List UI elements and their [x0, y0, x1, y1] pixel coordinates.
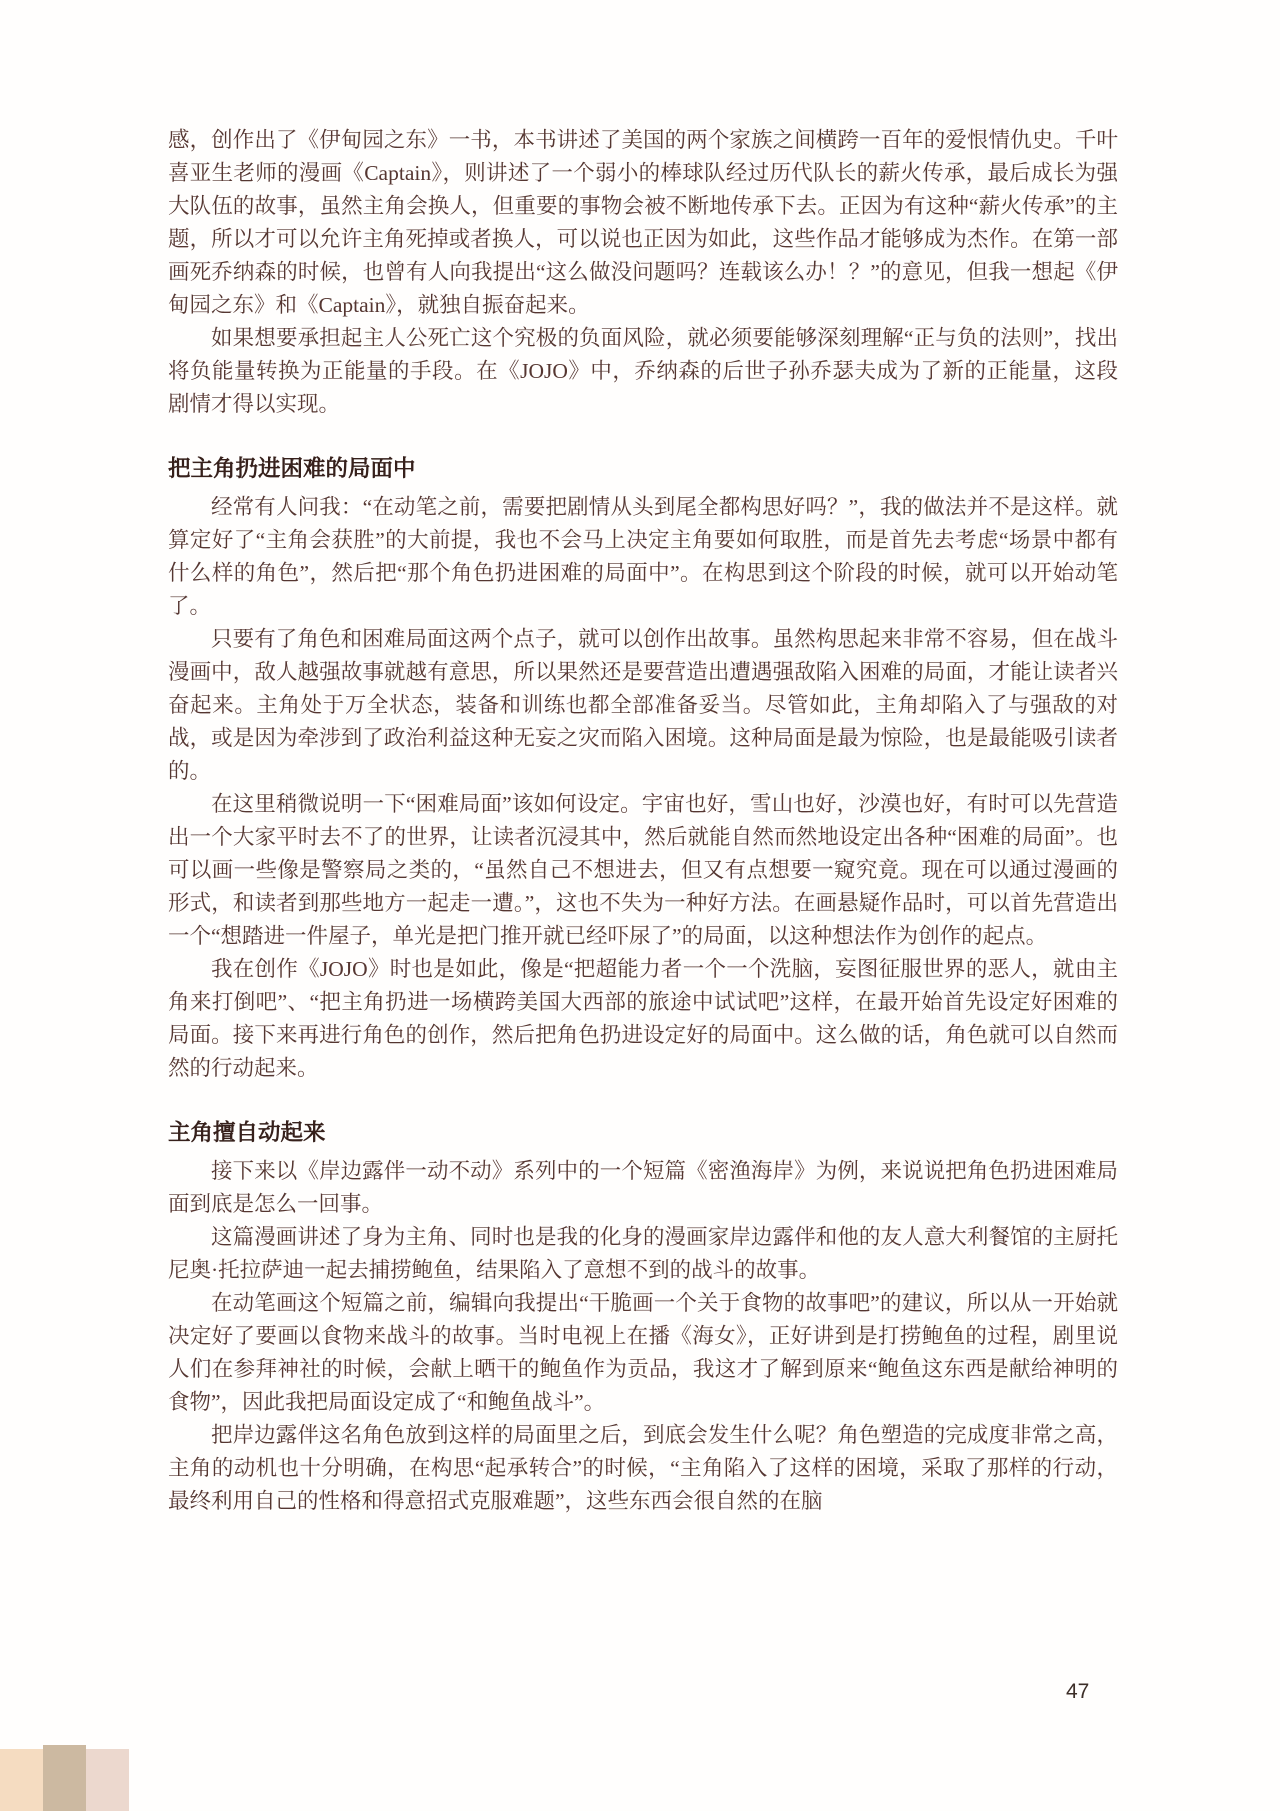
section-heading-throw-protagonist-into-trouble: 把主角扔进困难的局面中	[168, 456, 416, 481]
body-paragraph: 经常有人问我：“在动笔之前，需要把剧情从头到尾全都构思好吗？”，我的做法并不是这样。就算定好了“主角会获胜”的大前提，我也不会马上决定主角要如何取胜，而是首先去考虑“场景中都有什么样的角色”，然后把“那个角色扔进困难的局面中”。在构思到这个阶段的时候，就可以开始动笔了。	[168, 495, 1118, 618]
page-number: 47	[1066, 1680, 1090, 1703]
color-swatch	[86, 1749, 129, 1811]
body-paragraph: 在这里稍微说明一下“困难局面”该如何设定。宇宙也好，雪山也好，沙漠也好，有时可以先营造出一个大家平时去不了的世界，让读者沉浸其中，然后就能自然而然地设定出各种“困难的局面”。也可以画一些像是警察局之类的，“虽然自己不想进去，但又有点想要一窥究竟。现在可以通过漫画的形式，和读者到那些地方一起走一遭。”，这也不失为一种好方法。在画悬疑作品时，可以首先营造出一个“想踏进一件屋子，单光是把门推开就已经吓尿了”的局面，以这种想法作为创作的起点。	[168, 792, 1118, 948]
body-paragraph: 只要有了角色和困难局面这两个点子，就可以创作出故事。虽然构思起来非常不容易，但在战斗漫画中，敌人越强故事就越有意思，所以果然还是要营造出遭遇强敌陷入困难的局面，才能让读者兴奋起来。主角处于万全状态，装备和训练也都全部准备妥当。尽管如此，主角却陷入了与强敌的对战，或是因为牵涉到了政治利益这种无妄之灾而陷入困境。这种局面是最为惊险，也是最能吸引读者的。	[168, 627, 1118, 783]
color-swatch	[0, 1749, 43, 1811]
section-heading-protagonist-moves-on-its-own: 主角擅自动起来	[168, 1120, 326, 1145]
body-paragraph: 把岸边露伴这名角色放到这样的局面里之后，到底会发生什么呢？角色塑造的完成度非常之高，主角的动机也十分明确，在构思“起承转合”的时候，“主角陷入了这样的困境，采取了那样的行动，最终利用自己的性格和得意招式克服难题”，这些东西会很自然的在脑	[168, 1423, 1118, 1513]
body-paragraph: 在动笔画这个短篇之前，编辑向我提出“干脆画一个关于食物的故事吧”的建议，所以从一开始就决定好了要画以食物来战斗的故事。当时电视上在播《海女》，正好讲到是打捞鲍鱼的过程，剧里说人们在参拜神社的时候，会献上晒干的鲍鱼作为贡品，我这才了解到原来“鲍鱼这东西是献给神明的食物”，因此我把局面设定成了“和鲍鱼战斗”。	[168, 1291, 1118, 1414]
body-paragraph: 这篇漫画讲述了身为主角、同时也是我的化身的漫画家岸边露伴和他的友人意大利餐馆的主厨托尼奥·托拉萨迪一起去捕捞鲍鱼，结果陷入了意想不到的战斗的故事。	[168, 1225, 1118, 1282]
color-swatch	[43, 1745, 86, 1811]
body-paragraph: 如果想要承担起主人公死亡这个究极的负面风险，就必须要能够深刻理解“正与负的法则”，找出将负能量转换为正能量的手段。在《JOJO》中，乔纳森的后世子孙乔瑟夫成为了新的正能量，这段剧情才得以实现。	[168, 326, 1118, 416]
page-text-column	[168, 124, 1118, 1518]
body-paragraph: 接下来以《岸边露伴一动不动》系列中的一个短篇《密渔海岸》为例，来说说把角色扔进困难局面到底是怎么一回事。	[168, 1159, 1118, 1216]
body-paragraph: 感，创作出了《伊甸园之东》一书，本书讲述了美国的两个家族之间横跨一百年的爱恨情仇史。千叶喜亚生老师的漫画《Captain》，则讲述了一个弱小的棒球队经过历代队长的薪火传承，最后成长为强大队伍的故事，虽然主角会换人，但重要的事物会被不断地传承下去。正因为有这种“薪火传承”的主题，所以才可以允许主角死掉或者换人，可以说也正因为如此，这些作品才能够成为杰作。在第一部画死乔纳森的时候，也曾有人向我提出“这么做没问题吗？连载该么办！？”的意见，但我一想起《伊甸园之东》和《Captain》，就独自振奋起来。	[168, 128, 1118, 317]
body-paragraph: 我在创作《JOJO》时也是如此，像是“把超能力者一个一个洗脑，妄图征服世界的恶人，就由主角来打倒吧”、“把主角扔进一场横跨美国大西部的旅途中试试吧”这样，在最开始首先设定好困难的局面。接下来再进行角色的创作，然后把角色扔进设定好的局面中。这么做的话，角色就可以自然而然的行动起来。	[168, 957, 1118, 1080]
footer-color-swatch-strip	[0, 1745, 129, 1811]
